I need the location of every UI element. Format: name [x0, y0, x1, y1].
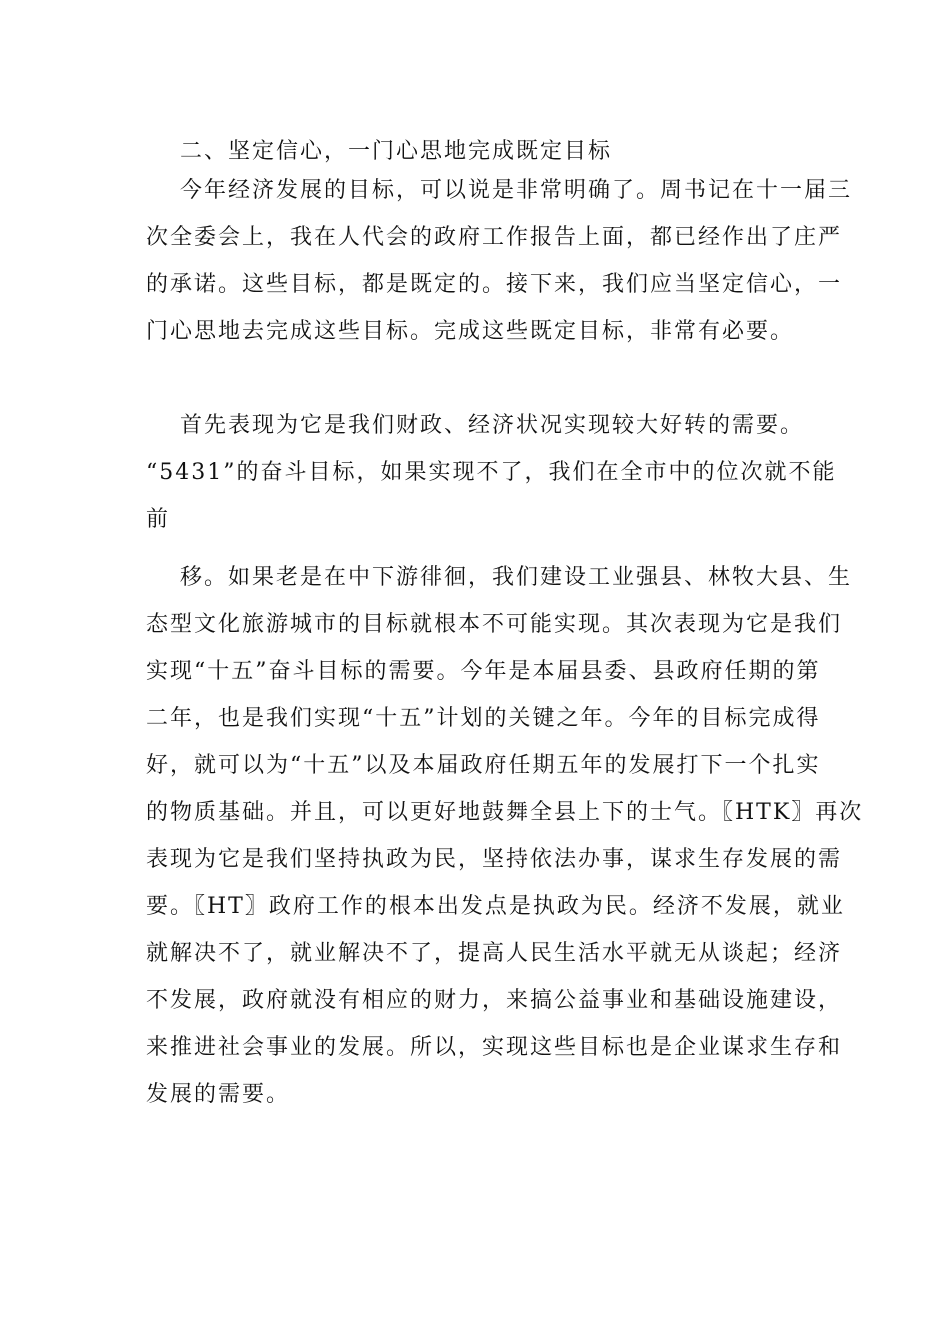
paragraph-line: 前 — [146, 507, 171, 532]
paragraph-goals-clear — [146, 167, 853, 355]
paragraph-line: 首先表现为它是我们财政、经济状况实现较大好转的需要。 — [180, 413, 805, 438]
paragraph-line: 不发展，政府就没有相应的财力，来搞公益事业和基础设施建设， — [146, 988, 843, 1013]
paragraph-line: 移。如果老是在中下游徘徊，我们建设工业强县、林牧大县、生 — [180, 565, 853, 590]
paragraph-line: 表现为它是我们坚持执政为民，坚持依法办事，谋求生存发展的需 — [146, 847, 843, 872]
paragraph-line: 今年经济发展的目标，可以说是非常明确了。周书记在十一届三 — [180, 178, 853, 203]
paragraph-line: 态型文化旅游城市的目标就根本不可能实现。其次表现为它是我们 — [146, 612, 843, 637]
paragraph-line: 发展的需要。 — [146, 1082, 291, 1107]
paragraph-line: 好，就可以为“十五”以及本届政府任期五年的发展打下一个扎实 — [146, 753, 821, 778]
paragraph-line: 实现“十五”奋斗目标的需要。今年是本届县委、县政府任期的第 — [146, 659, 821, 684]
paragraph-line: 次全委会上，我在人代会的政府工作报告上面，都已经作出了庄严 — [146, 225, 843, 250]
paragraph-line: 二年，也是我们实现“十五”计划的关键之年。今年的目标完成得 — [146, 706, 821, 731]
paragraph-line: “5431”的奋斗目标，如果实现不了，我们在全市中的位次就不能 — [146, 460, 837, 485]
section-heading: 二、坚定信心，一门心思地完成既定目标 — [180, 139, 613, 164]
paragraph-line: 门心思地去完成这些目标。完成这些既定目标，非常有必要。 — [146, 319, 795, 344]
paragraph-line: 要。〖HT〗政府工作的根本出发点是执政为民。经济不发展，就业 — [146, 894, 845, 919]
paragraph-development-need — [146, 554, 864, 1118]
paragraph-line: 的物质基础。并且，可以更好地鼓舞全县上下的士气。〖HTK〗再次 — [146, 800, 864, 825]
paragraph-line: 的承诺。这些目标，都是既定的。接下来，我们应当坚定信心，一 — [146, 272, 843, 297]
paragraph-finance-need — [146, 402, 837, 543]
paragraph-line: 来推进社会事业的发展。所以，实现这些目标也是企业谋求生存和 — [146, 1035, 843, 1060]
paragraph-line: 就解决不了，就业解决不了，提高人民生活水平就无从谈起；经济 — [146, 941, 843, 966]
